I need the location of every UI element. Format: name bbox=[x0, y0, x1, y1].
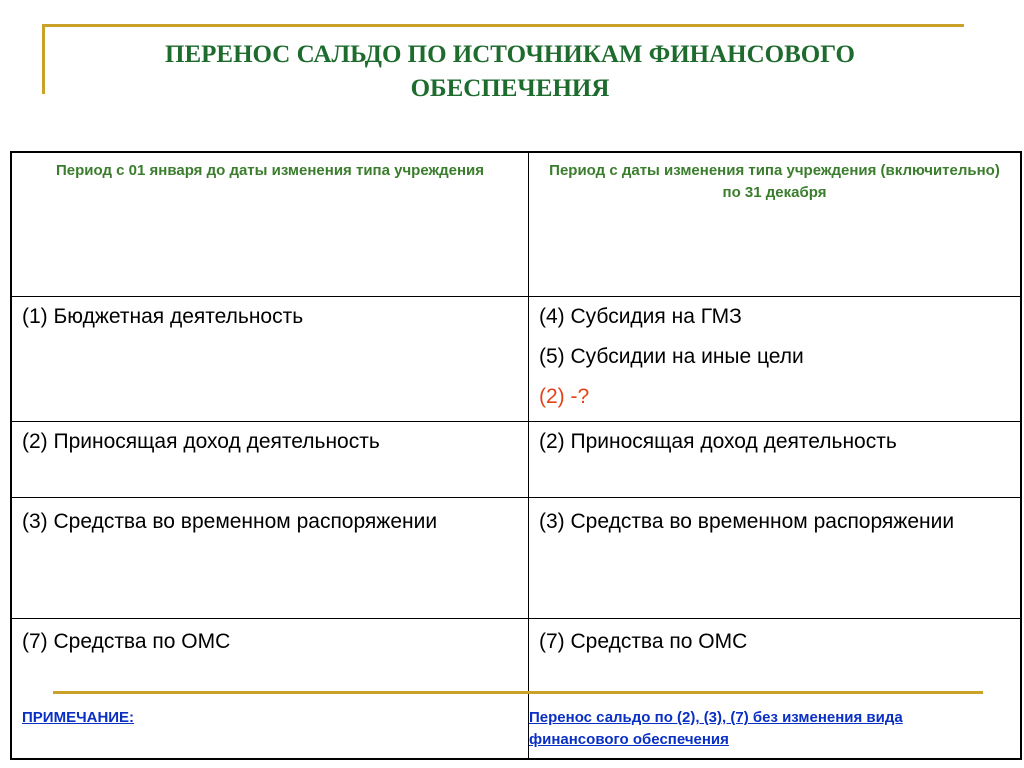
table-cell bbox=[12, 422, 528, 497]
table-cell bbox=[529, 422, 1020, 497]
table-cell bbox=[12, 498, 528, 618]
table-cell bbox=[529, 498, 1020, 618]
cell-text: (1) Бюджетная деятельность bbox=[22, 305, 304, 328]
cell-text: (5) Субсидии на иные цели bbox=[539, 345, 804, 368]
column-header-label: Период с даты изменения типа учреждения (включительно) по 31 декабря bbox=[549, 162, 1000, 201]
note-rule bbox=[53, 691, 983, 694]
table-cell bbox=[12, 297, 528, 421]
cell-text: (7) Средства по ОМС bbox=[22, 630, 231, 653]
title-frame-left bbox=[42, 24, 45, 94]
note-label-link[interactable]: ПРИМЕЧАНИЕ: bbox=[22, 709, 135, 726]
column-header-label: Период с 01 января до даты изменения типа учреждения bbox=[56, 162, 484, 179]
cell-text: (4) Субсидия на ГМЗ bbox=[539, 305, 742, 328]
cell-text: (3) Средства во временном распоряжении bbox=[22, 510, 438, 533]
column-header-period-after bbox=[529, 153, 1020, 296]
cell-text: (3) Средства во временном распоряжении bbox=[539, 510, 955, 533]
transfer-table bbox=[10, 151, 1022, 760]
column-header-period-before bbox=[12, 153, 528, 296]
page-title-line-2: ОБЕСПЕЧЕНИЯ bbox=[410, 75, 610, 102]
title-frame-top bbox=[42, 24, 964, 27]
cell-text-question: (2) -? bbox=[539, 385, 590, 408]
page-title bbox=[60, 38, 960, 106]
cell-text: (2) Приносящая доход деятельность bbox=[22, 430, 380, 453]
cell-text: (2) Приносящая доход деятельность bbox=[539, 430, 897, 453]
table-cell bbox=[529, 297, 1020, 421]
table-cell bbox=[12, 619, 528, 760]
cell-text: (7) Средства по ОМС bbox=[539, 630, 748, 653]
note-text-link[interactable]: Перенос сальдо по (2), (3), (7) без изменения вида финансового обеспечения bbox=[529, 709, 903, 748]
page-title-line-1: ПЕРЕНОС САЛЬДО ПО ИСТОЧНИКАМ ФИНАНСОВОГО bbox=[165, 41, 855, 68]
